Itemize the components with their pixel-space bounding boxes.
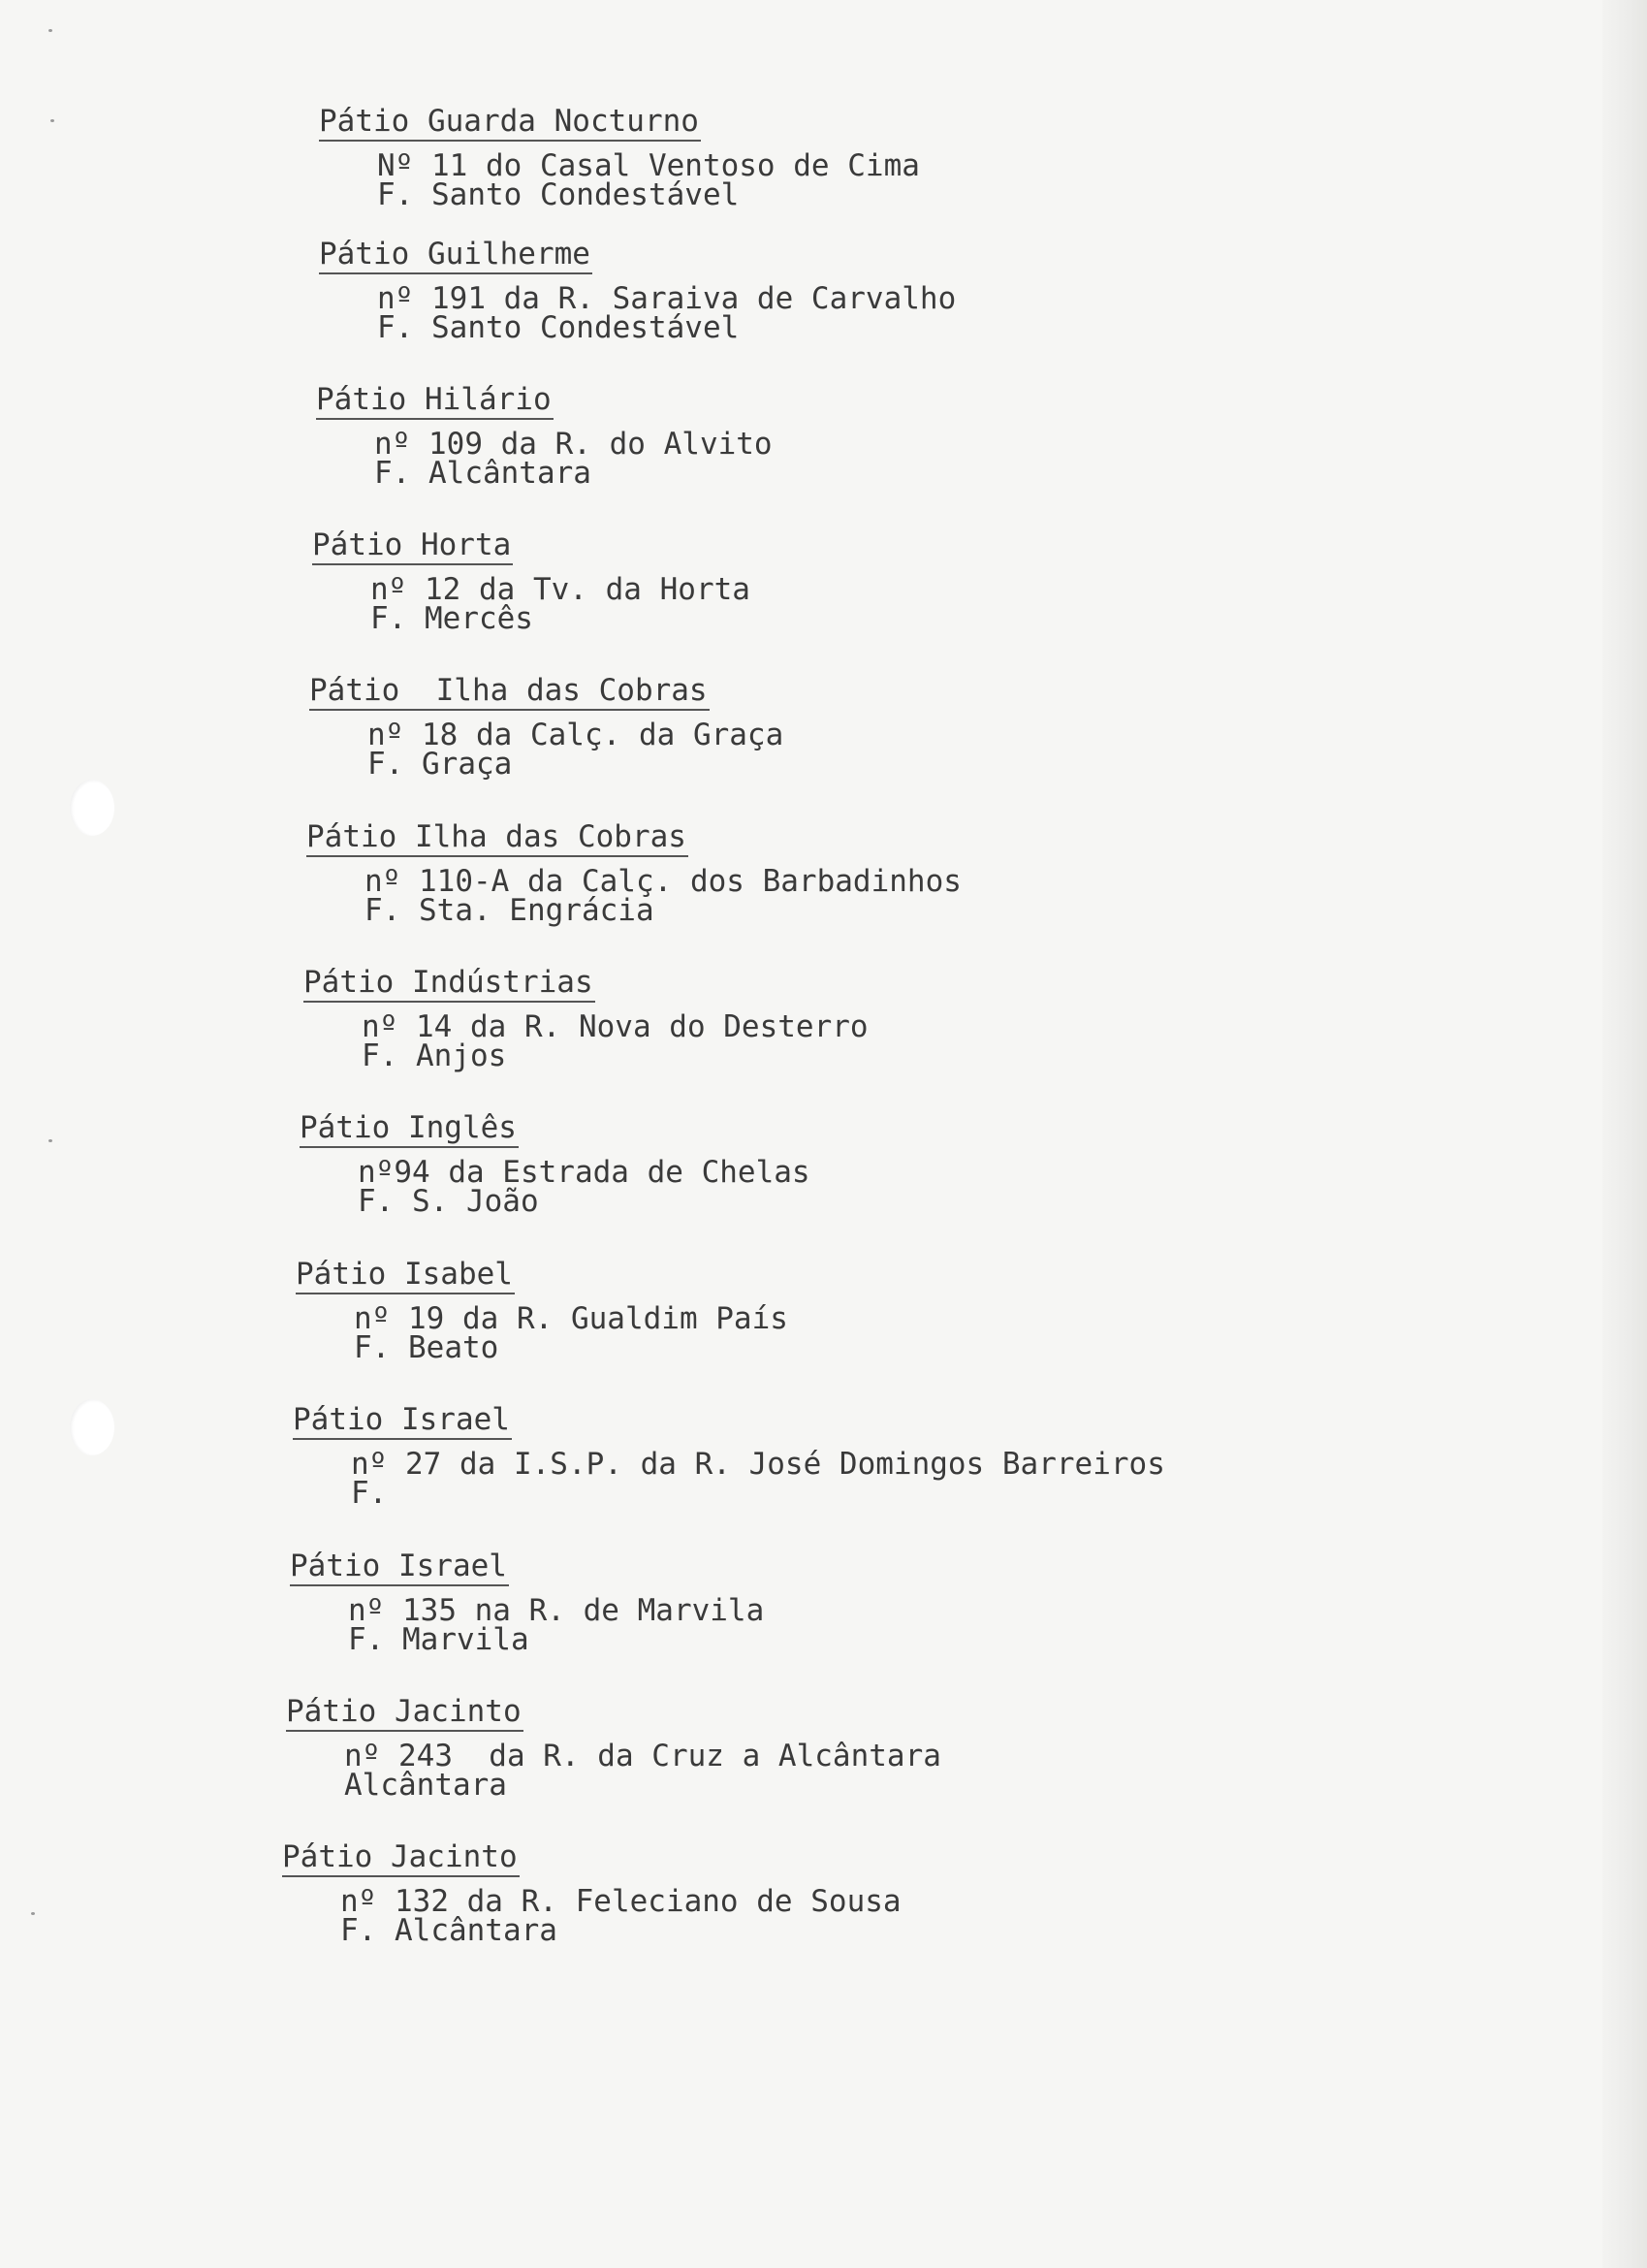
entry — [319, 103, 920, 212]
entry-parish: F. Marvila — [348, 1622, 529, 1657]
entry-address: nº 27 da I.S.P. da R. José Domingos Barreiros — [351, 1447, 1165, 1482]
entry — [319, 236, 957, 345]
entry-parish: F. S. João — [358, 1184, 539, 1219]
entry-title: Pátio Ilha das Cobras — [306, 818, 688, 857]
entry-title: Pátio Inglês — [300, 1109, 519, 1148]
entry-address: nº 135 na R. de Marvila — [348, 1593, 765, 1628]
entry — [312, 527, 750, 636]
entry — [290, 1548, 765, 1657]
entry-parish: F. Beato — [354, 1330, 499, 1365]
entry — [286, 1693, 941, 1803]
entry — [309, 672, 784, 782]
entry-parish: Alcântara — [344, 1768, 507, 1803]
entry-title: Pátio Israel — [293, 1401, 512, 1440]
entry-parish: F. — [351, 1476, 388, 1511]
entry-address: nº 191 da R. Saraiva de Carvalho — [377, 281, 957, 316]
entry-parish: F. Sta. Engrácia — [364, 893, 654, 928]
entry-parish: F. Alcântara — [340, 1913, 557, 1948]
entry-address: Nº 11 do Casal Ventoso de Cima — [377, 148, 920, 183]
entry-address: nº 243 da R. da Cruz a Alcântara — [344, 1739, 941, 1773]
entry-parish: F. Mercês — [370, 601, 533, 636]
entry-address: nº 19 da R. Gualdim País — [354, 1301, 788, 1336]
entry-parish: F. Anjos — [362, 1038, 507, 1073]
entry-address: nº 18 da Calç. da Graça — [367, 718, 784, 752]
entry — [303, 964, 869, 1073]
entry-title: Pátio Jacinto — [282, 1838, 520, 1877]
entry — [306, 818, 962, 928]
entry — [282, 1838, 902, 1948]
entry — [293, 1401, 1165, 1511]
entry-parish: F. Alcântara — [374, 456, 591, 491]
entry-parish: F. Santo Condestável — [377, 310, 740, 345]
entry-title: Pátio Guilherme — [319, 236, 592, 274]
entry-title: Pátio Horta — [312, 527, 513, 565]
entry-title: Pátio Isabel — [296, 1256, 515, 1294]
entry — [300, 1109, 810, 1219]
entry-title: Pátio Israel — [290, 1548, 509, 1586]
entry-title: Pátio Indústrias — [303, 964, 595, 1003]
entry-address: nº 110-A da Calç. dos Barbadinhos — [364, 864, 962, 899]
entry-address: nº94 da Estrada de Chelas — [358, 1155, 810, 1190]
entry-address: nº 132 da R. Feleciano de Sousa — [340, 1884, 902, 1919]
entry-address: nº 14 da R. Nova do Desterro — [362, 1009, 869, 1044]
entry-title: Pátio Guarda Nocturno — [319, 103, 701, 142]
entry — [316, 381, 773, 491]
entry — [296, 1256, 788, 1365]
entry-title: Pátio Hilário — [316, 381, 554, 420]
entry-title: Pátio Ilha das Cobras — [309, 672, 710, 711]
entry-address: nº 109 da R. do Alvito — [374, 427, 773, 462]
entry-title: Pátio Jacinto — [286, 1693, 523, 1732]
entry-address: nº 12 da Tv. da Horta — [370, 572, 750, 607]
entry-parish: F. Graça — [367, 747, 513, 782]
entry-parish: F. Santo Condestável — [377, 177, 740, 212]
